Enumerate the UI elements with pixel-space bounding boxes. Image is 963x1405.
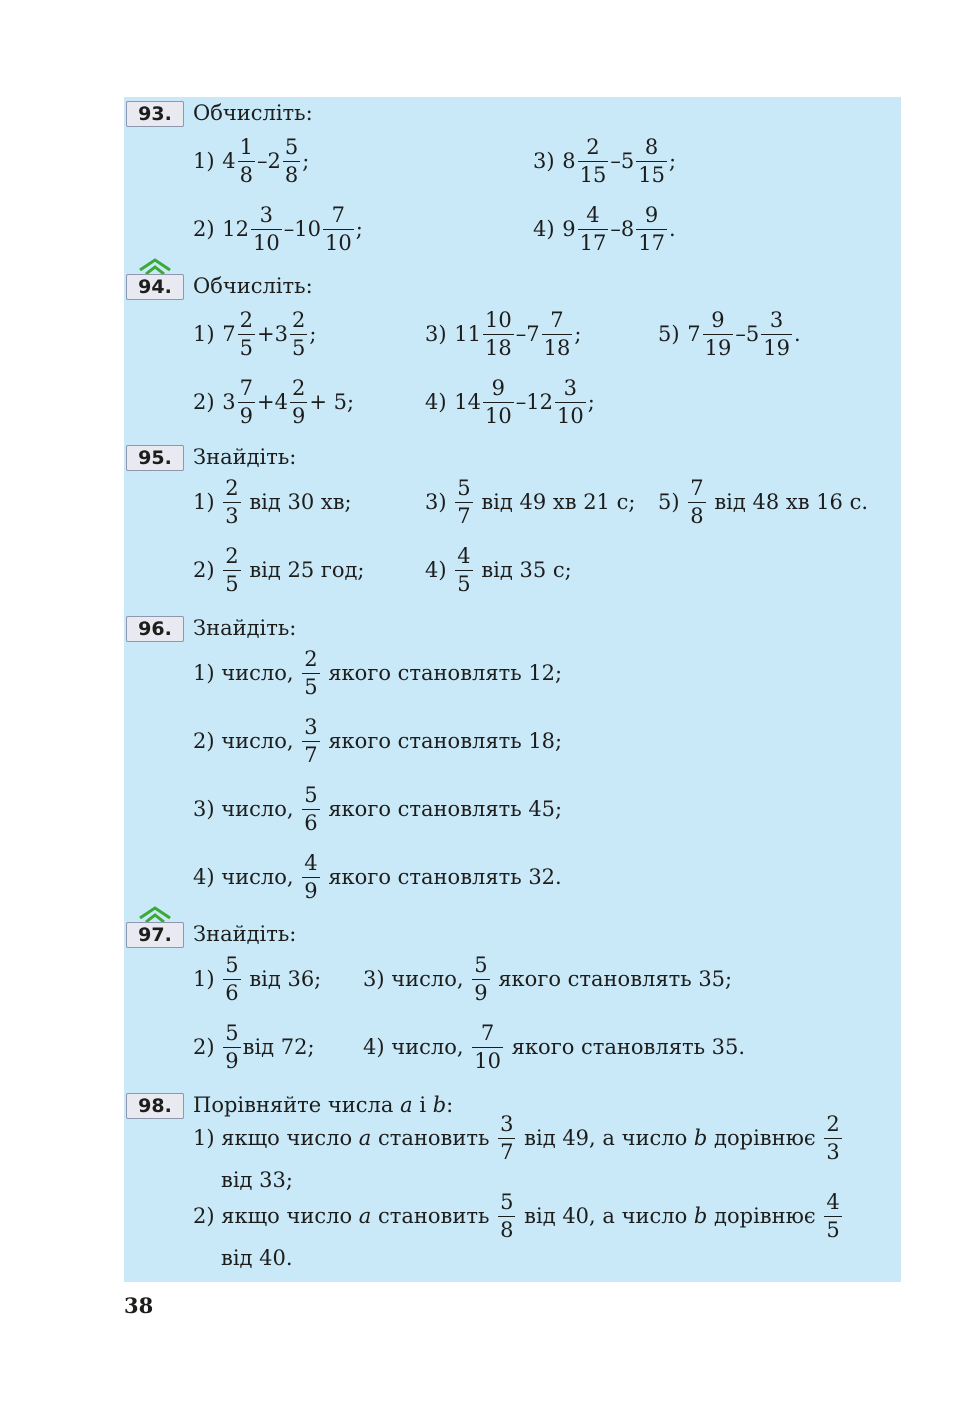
- item-95-4: 4) $\frac{4}{5}$ від 35 с;: [425, 543, 572, 596]
- item-95-5: 5) $\frac{7}{8}$ від 48 хв 16 с.: [658, 475, 869, 528]
- fraction: $\frac{2}{5}$: [225, 543, 239, 596]
- fraction: $\frac{5}{8}$: [500, 1189, 514, 1242]
- item-98-2: 2) якщо число a становить $\frac{5}{8}$ від 40, а число b дорівнює $\frac{4}{5}$: [193, 1189, 840, 1242]
- fraction: $\frac{4}{5}$: [457, 543, 471, 596]
- fraction: $\frac{5}{6}$: [225, 952, 239, 1005]
- problem-number: 95.: [126, 445, 184, 471]
- exercise-panel: [124, 97, 901, 1282]
- item-94-4: 4) 14 $\frac{9}{10}$ – 12 $\frac{3}{10}$ ;: [425, 375, 595, 428]
- item-94-2: 2) 3 $\frac{7}{9}$ + 4 $\frac{2}{9}$ + 5 ;: [193, 375, 355, 428]
- fraction: $\frac{5}{6}$: [304, 782, 318, 835]
- fraction: $\frac{5}{9}$: [474, 952, 488, 1005]
- home-icon: [138, 906, 172, 922]
- item-93-3: 3) 8 $\frac{2}{15}$ – 5 $\frac{8}{15}$ ;: [533, 134, 677, 187]
- fraction: $\frac{2}{5}$: [304, 646, 318, 699]
- problem-title: Знайдіть:: [193, 445, 297, 469]
- item-97-2: 2) $\frac{5}{9}$ від 72;: [193, 1020, 315, 1073]
- fraction: $\frac{7}{10}$: [474, 1020, 501, 1073]
- fraction: $\frac{10}{18}$: [484, 307, 512, 360]
- fraction: $\frac{2}{3}$: [826, 1111, 840, 1164]
- fraction: $\frac{9}{10}$: [484, 375, 512, 428]
- fraction: $\frac{7}{9}$: [239, 375, 253, 428]
- problem-number: 97.: [126, 922, 184, 948]
- fraction: $\frac{2}{5}$: [239, 307, 253, 360]
- item-97-1: 1) $\frac{5}{6}$ від 36;: [193, 952, 322, 1005]
- fraction: $\frac{4}{9}$: [304, 850, 318, 903]
- item-95-2: 2) $\frac{2}{5}$ від 25 год;: [193, 543, 365, 596]
- problem-number: 96.: [126, 616, 184, 642]
- item-97-4: 4) число, $\frac{7}{10}$ якого становлять 35.: [363, 1020, 746, 1073]
- problem-title: Знайдіть:: [193, 922, 297, 946]
- fraction: $\frac{8}{15}$: [638, 134, 665, 187]
- item-96-4: 4) число, $\frac{4}{9}$ якого становлять 32.: [193, 850, 562, 903]
- fraction: $\frac{5}{8}$: [284, 134, 299, 187]
- fraction: $\frac{3}{7}$: [500, 1111, 514, 1164]
- fraction: $\frac{7}{8}$: [690, 475, 704, 528]
- item-98-2-continuation: від 40.: [221, 1246, 293, 1270]
- item-95-1: 1) $\frac{2}{3}$ від 30 хв;: [193, 475, 352, 528]
- fraction: $\frac{2}{5}$: [291, 307, 306, 360]
- fraction: $\frac{9}{17}$: [638, 202, 665, 255]
- problem-number: 93.: [126, 101, 184, 127]
- item-98-1: 1) якщо число a становить $\frac{3}{7}$ від 49, а число b дорівнює $\frac{2}{3}$: [193, 1111, 840, 1164]
- fraction: $\frac{2}{9}$: [291, 375, 306, 428]
- fraction: $\frac{4}{17}$: [579, 202, 607, 255]
- fraction: $\frac{3}{10}$: [556, 375, 584, 428]
- fraction: $\frac{7}{18}$: [543, 307, 571, 360]
- fraction: $\frac{5}{7}$: [457, 475, 471, 528]
- fraction: $\frac{5}{9}$: [225, 1020, 239, 1073]
- problem-title: Обчисліть:: [193, 274, 313, 298]
- item-93-1: 1) 4 $\frac{1}{8}$ – 2 $\frac{5}{8}$ ;: [193, 134, 310, 187]
- item-94-3: 3) 11 $\frac{10}{18}$ – 7 $\frac{7}{18}$ ;: [425, 307, 582, 360]
- item-96-2: 2) число, $\frac{3}{7}$ якого становлять 18;: [193, 714, 563, 767]
- item-98-1-continuation: від 33;: [221, 1168, 293, 1192]
- item-94-1: 1) 7 $\frac{2}{5}$ + 3 $\frac{2}{5}$ ;: [193, 307, 317, 360]
- fraction: $\frac{3}{19}$: [763, 307, 790, 360]
- fraction: $\frac{3}{7}$: [304, 714, 318, 767]
- item-93-2: 2) 12 $\frac{3}{10}$ – 10 $\frac{7}{10}$ ;: [193, 202, 363, 255]
- item-97-3: 3) число, $\frac{5}{9}$ якого становлять 35;: [363, 952, 733, 1005]
- fraction: $\frac{3}{10}$: [252, 202, 280, 255]
- problem-title: Знайдіть:: [193, 616, 297, 640]
- fraction: $\frac{1}{8}$: [239, 134, 253, 187]
- item-95-3: 3) $\frac{5}{7}$ від 49 хв 21 с;: [425, 475, 636, 528]
- home-icon: [138, 258, 172, 274]
- problem-title: Порівняйте числа a і b:: [193, 1093, 454, 1117]
- fraction: $\frac{4}{5}$: [826, 1189, 840, 1242]
- problem-number: 98.: [126, 1093, 184, 1119]
- fraction: $\frac{7}{10}$: [324, 202, 352, 255]
- item-93-4: 4) 9 $\frac{4}{17}$ – 8 $\frac{9}{17}$ .: [533, 202, 676, 255]
- page-number: 38: [124, 1293, 154, 1318]
- fraction: $\frac{9}{19}$: [704, 307, 732, 360]
- item-94-5: 5) 7 $\frac{9}{19}$ – 5 $\frac{3}{19}$ .: [658, 307, 801, 360]
- problem-title: Обчисліть:: [193, 101, 313, 125]
- problem-number: 94.: [126, 274, 184, 300]
- item-96-1: 1) число, $\frac{2}{5}$ якого становлять 12;: [193, 646, 563, 699]
- fraction: $\frac{2}{3}$: [225, 475, 239, 528]
- fraction: $\frac{2}{15}$: [579, 134, 607, 187]
- item-96-3: 3) число, $\frac{5}{6}$ якого становлять 45;: [193, 782, 563, 835]
